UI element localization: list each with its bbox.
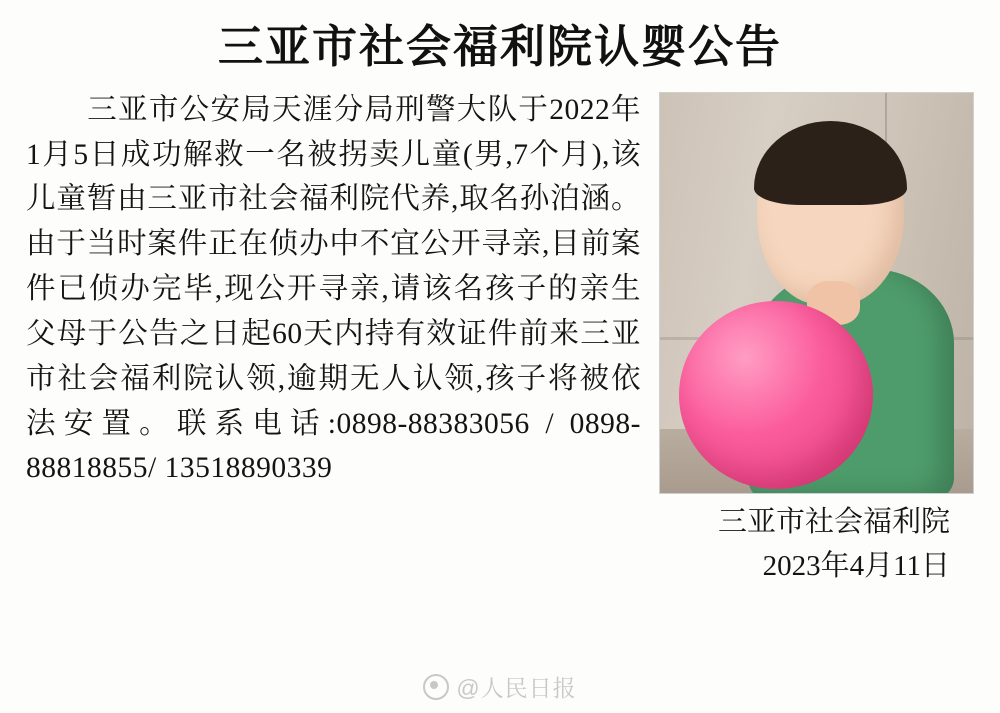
page-title: 三亚市社会福利院认婴公告 — [217, 22, 782, 72]
child-photo — [659, 92, 974, 494]
watermark — [0, 670, 1000, 703]
notice-body-text: 三亚市公安局天涯分局刑警大队于2022年1月5日成功解救一名被拐卖儿童(男,7个月),该儿童暂由三亚市社会福利院代养,取名孙泊涵。由于当时案件正在侦办中不宜公开寻亲,目前案件已侦办完毕,现公开寻亲,请该名孩子的亲生父母于公告之日起60天内持有效证件前来三亚市社会福利院认领,逾期无人认领,孩子将被依法安置。联系电话:0898-88383056 / 0898-88818855/ 13518890339 — [26, 93, 641, 485]
photo-balloon — [679, 301, 873, 489]
signature-organization: 三亚市社会福利院 — [717, 506, 950, 539]
signature-date: 2023年4月11日 — [762, 549, 950, 582]
notice-content — [26, 88, 974, 491]
watermark-label: @人民日报 — [456, 675, 577, 701]
weibo-icon — [423, 674, 449, 700]
signature-block — [26, 501, 974, 588]
